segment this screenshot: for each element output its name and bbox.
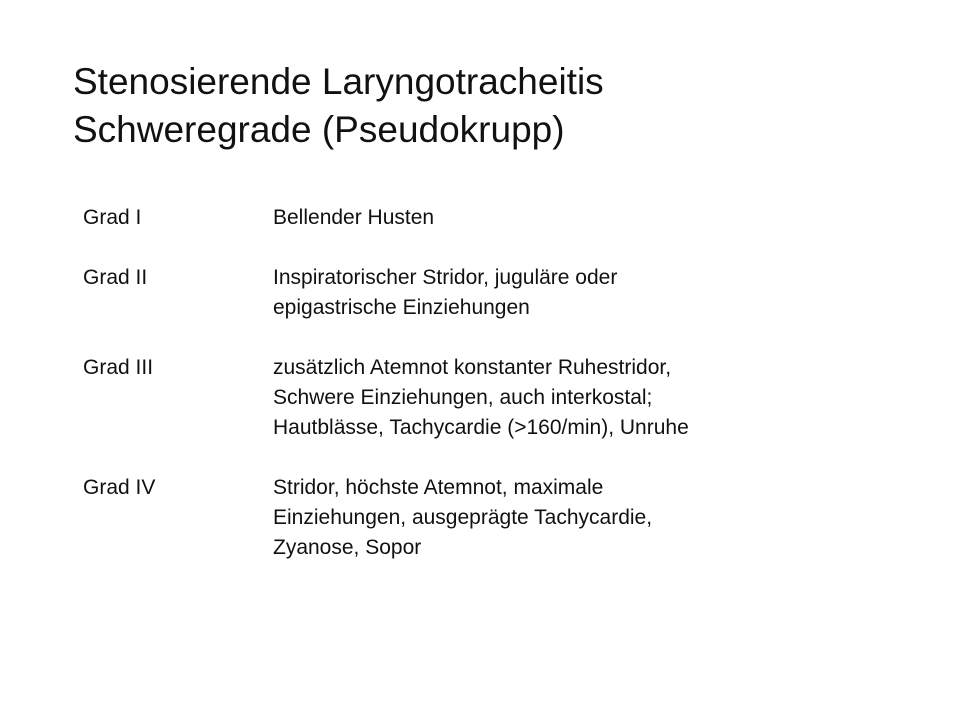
description-line: Inspiratorischer Stridor, juguläre oder bbox=[273, 266, 618, 289]
title-line-1: Stenosierende Laryngotracheitis bbox=[73, 61, 604, 102]
slide-title bbox=[73, 58, 604, 154]
grade-row-2 bbox=[83, 263, 903, 323]
grade-label: Grad I bbox=[83, 206, 142, 229]
grade-description bbox=[273, 263, 903, 323]
title-line-2: Schweregrade (Pseudokrupp) bbox=[73, 109, 565, 150]
grade-row-4 bbox=[83, 473, 903, 563]
description-line: Bellender Husten bbox=[273, 206, 435, 229]
grade-description bbox=[273, 353, 903, 443]
description-line: epigastrische Einziehungen bbox=[273, 296, 530, 319]
description-line: Stridor, höchste Atemnot, maximale bbox=[273, 476, 604, 499]
grade-description bbox=[273, 203, 903, 233]
grade-description bbox=[273, 473, 903, 563]
description-line: Zyanose, Sopor bbox=[273, 536, 422, 559]
grade-row-1 bbox=[83, 203, 903, 233]
description-line: Einziehungen, ausgeprägte Tachycardie, bbox=[273, 506, 653, 529]
description-line: Hautblässe, Tachycardie (>160/min), Unruhe bbox=[273, 416, 689, 439]
grade-label: Grad II bbox=[83, 266, 148, 289]
grade-row-3 bbox=[83, 353, 903, 443]
grade-label: Grad IV bbox=[83, 476, 156, 499]
description-line: Schwere Einziehungen, auch interkostal; bbox=[273, 386, 653, 409]
grade-list bbox=[83, 203, 903, 593]
description-line: zusätzlich Atemnot konstanter Ruhestridor, bbox=[273, 356, 672, 379]
grade-label: Grad III bbox=[83, 356, 154, 379]
